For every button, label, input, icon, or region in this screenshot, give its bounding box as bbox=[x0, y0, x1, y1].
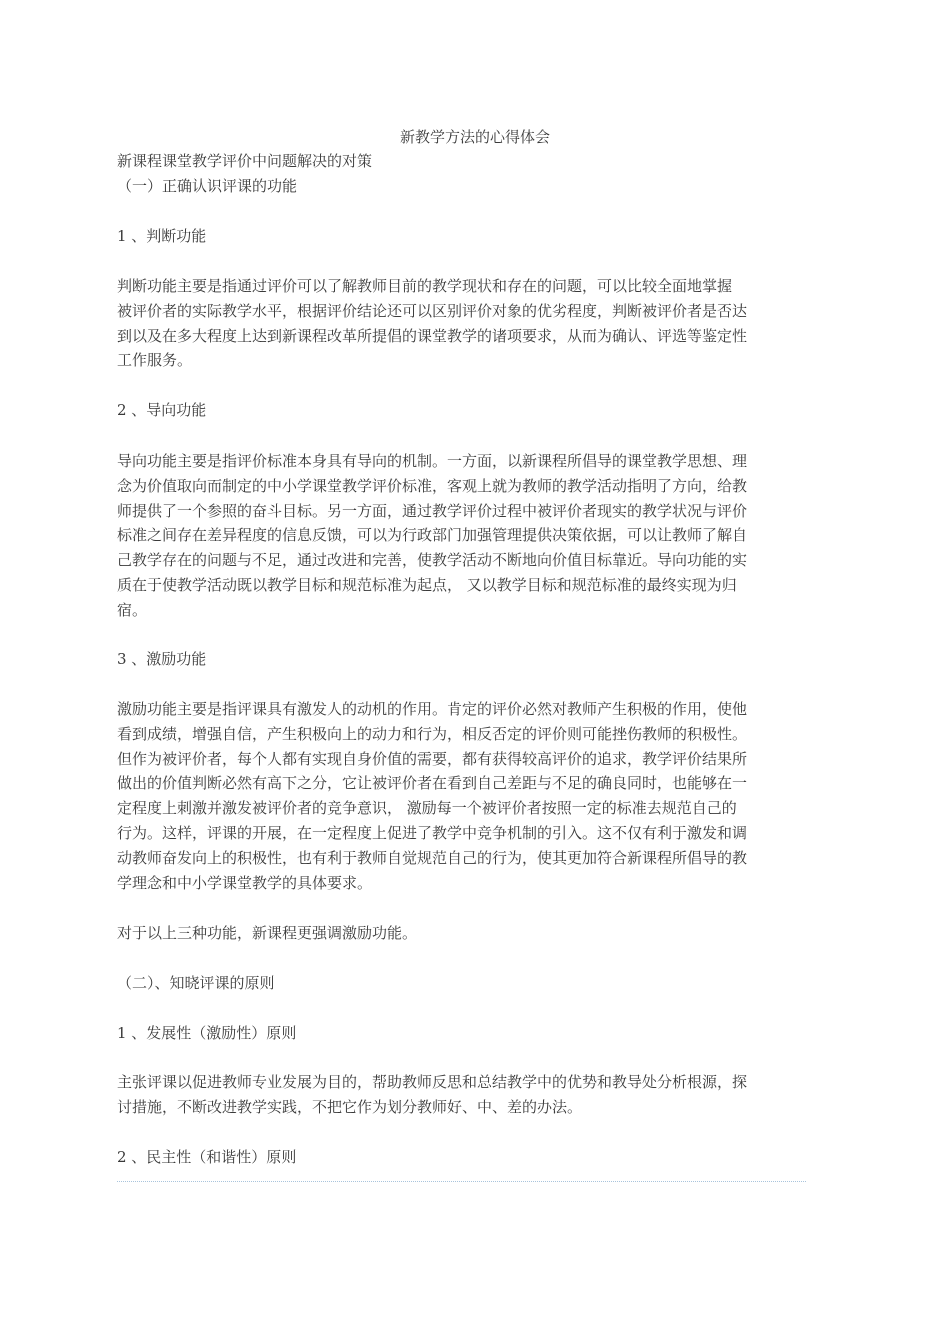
paragraph-line: 看到成绩，增强自信，产生积极向上的动力和行为，相反否定的评价则可能挫伤教师的积极性。 bbox=[117, 724, 748, 743]
paragraph-line: 动教师奋发向上的积极性，也有利于教师自觉规范自己的行为，使其更加符合新课程所倡导的教 bbox=[117, 848, 748, 867]
paragraph-incentive bbox=[117, 697, 815, 895]
paragraph-line: 标准之间存在差异程度的信息反馈，可以为行政部门加强管理提供决策依据，可以让教师了解自 bbox=[117, 526, 748, 545]
paragraph-line: 但作为被评价者，每个人都有实现自身价值的需要，都有获得较高评价的追求，教学评价结果所 bbox=[117, 749, 748, 768]
paragraph-line: 质在于使教学活动既以教学目标和规范标准为起点， 又以教学目标和规范标准的最终实现为归 bbox=[117, 575, 737, 594]
paragraph-line: 到以及在多大程度上达到新课程改革所提倡的课堂教学的诸项要求，从而为确认、评选等鉴定性 bbox=[117, 326, 748, 345]
paragraph-judgment bbox=[117, 274, 815, 373]
section-heading-functions: （一）正确认识评课的功能 bbox=[117, 177, 298, 195]
paragraph-line: 念为价值取向而制定的中小学课堂教学评价标准，客观上就为教师的教学活动指明了方向，给教 bbox=[117, 476, 748, 495]
paragraph-line: 讨措施，不断改进教学实践，不把它作为划分教师好、中、差的办法。 bbox=[117, 1097, 583, 1116]
paragraph-line: 导向功能主要是指评价标准本身具有导向的机制。一方面，以新课程所倡导的课堂教学思想、理 bbox=[117, 452, 748, 470]
principle-heading-democracy: 2 、民主性（和谐性）原则 bbox=[117, 1148, 297, 1166]
document-subtitle: 新课程课堂教学评价中问题解决的对策 bbox=[117, 152, 373, 170]
item-heading-judgment: 1 、判断功能 bbox=[117, 227, 207, 245]
section-heading-principles: （二）、知晓评课的原则 bbox=[117, 974, 275, 992]
paragraph-guidance bbox=[117, 449, 815, 623]
paragraph-development bbox=[117, 1070, 815, 1120]
paragraph-line: 被评价者的实际教学水平，根据评价结论还可以区别评价对象的优劣程度，判断被评价者是否达 bbox=[117, 301, 748, 320]
principle-heading-development: 1 、发展性（激励性）原则 bbox=[117, 1024, 297, 1042]
item-heading-guidance: 2 、导向功能 bbox=[117, 401, 207, 419]
paragraph-line: 主张评课以促进教师专业发展为目的，帮助教师反思和总结教学中的优势和教导处分析根源，探 bbox=[117, 1073, 748, 1091]
paragraph-line: 工作服务。 bbox=[117, 351, 193, 370]
paragraph-line: 激励功能主要是指评课具有激发人的动机的作用。肯定的评价必然对教师产生积极的作用，使他 bbox=[117, 700, 748, 718]
summary-line: 对于以上三种功能，新课程更强调激励功能。 bbox=[117, 924, 418, 942]
paragraph-line: 判断功能主要是指通过评价可以了解教师目前的教学现状和存在的问题，可以比较全面地掌握 bbox=[117, 277, 733, 295]
paragraph-line: 定程度上刺激并激发被评价者的竞争意识， 激励每一个被评价者按照一定的标准去规范自己的 bbox=[117, 799, 737, 818]
dotted-divider bbox=[117, 1181, 806, 1182]
paragraph-line: 己教学存在的问题与不足，通过改进和完善，使教学活动不断地向价值目标靠近。导向功能的实 bbox=[117, 551, 748, 570]
item-heading-incentive: 3 、激励功能 bbox=[117, 650, 207, 668]
paragraph-line: 师提供了一个参照的奋斗目标。另一方面，通过教学评价过程中被评价者现实的教学状况与评价 bbox=[117, 501, 748, 520]
document-title: 新教学方法的心得体会 bbox=[399, 128, 550, 146]
paragraph-line: 宿。 bbox=[117, 600, 148, 619]
paragraph-line: 做出的价值判断必然有高下之分，它让被评价者在看到自己差距与不足的确良同时，也能够在一 bbox=[117, 774, 748, 793]
paragraph-line: 学理念和中小学课堂教学的具体要求。 bbox=[117, 873, 373, 892]
paragraph-line: 行为。这样，评课的开展，在一定程度上促进了教学中竞争机制的引入。这不仅有利于激发和调 bbox=[117, 823, 748, 842]
